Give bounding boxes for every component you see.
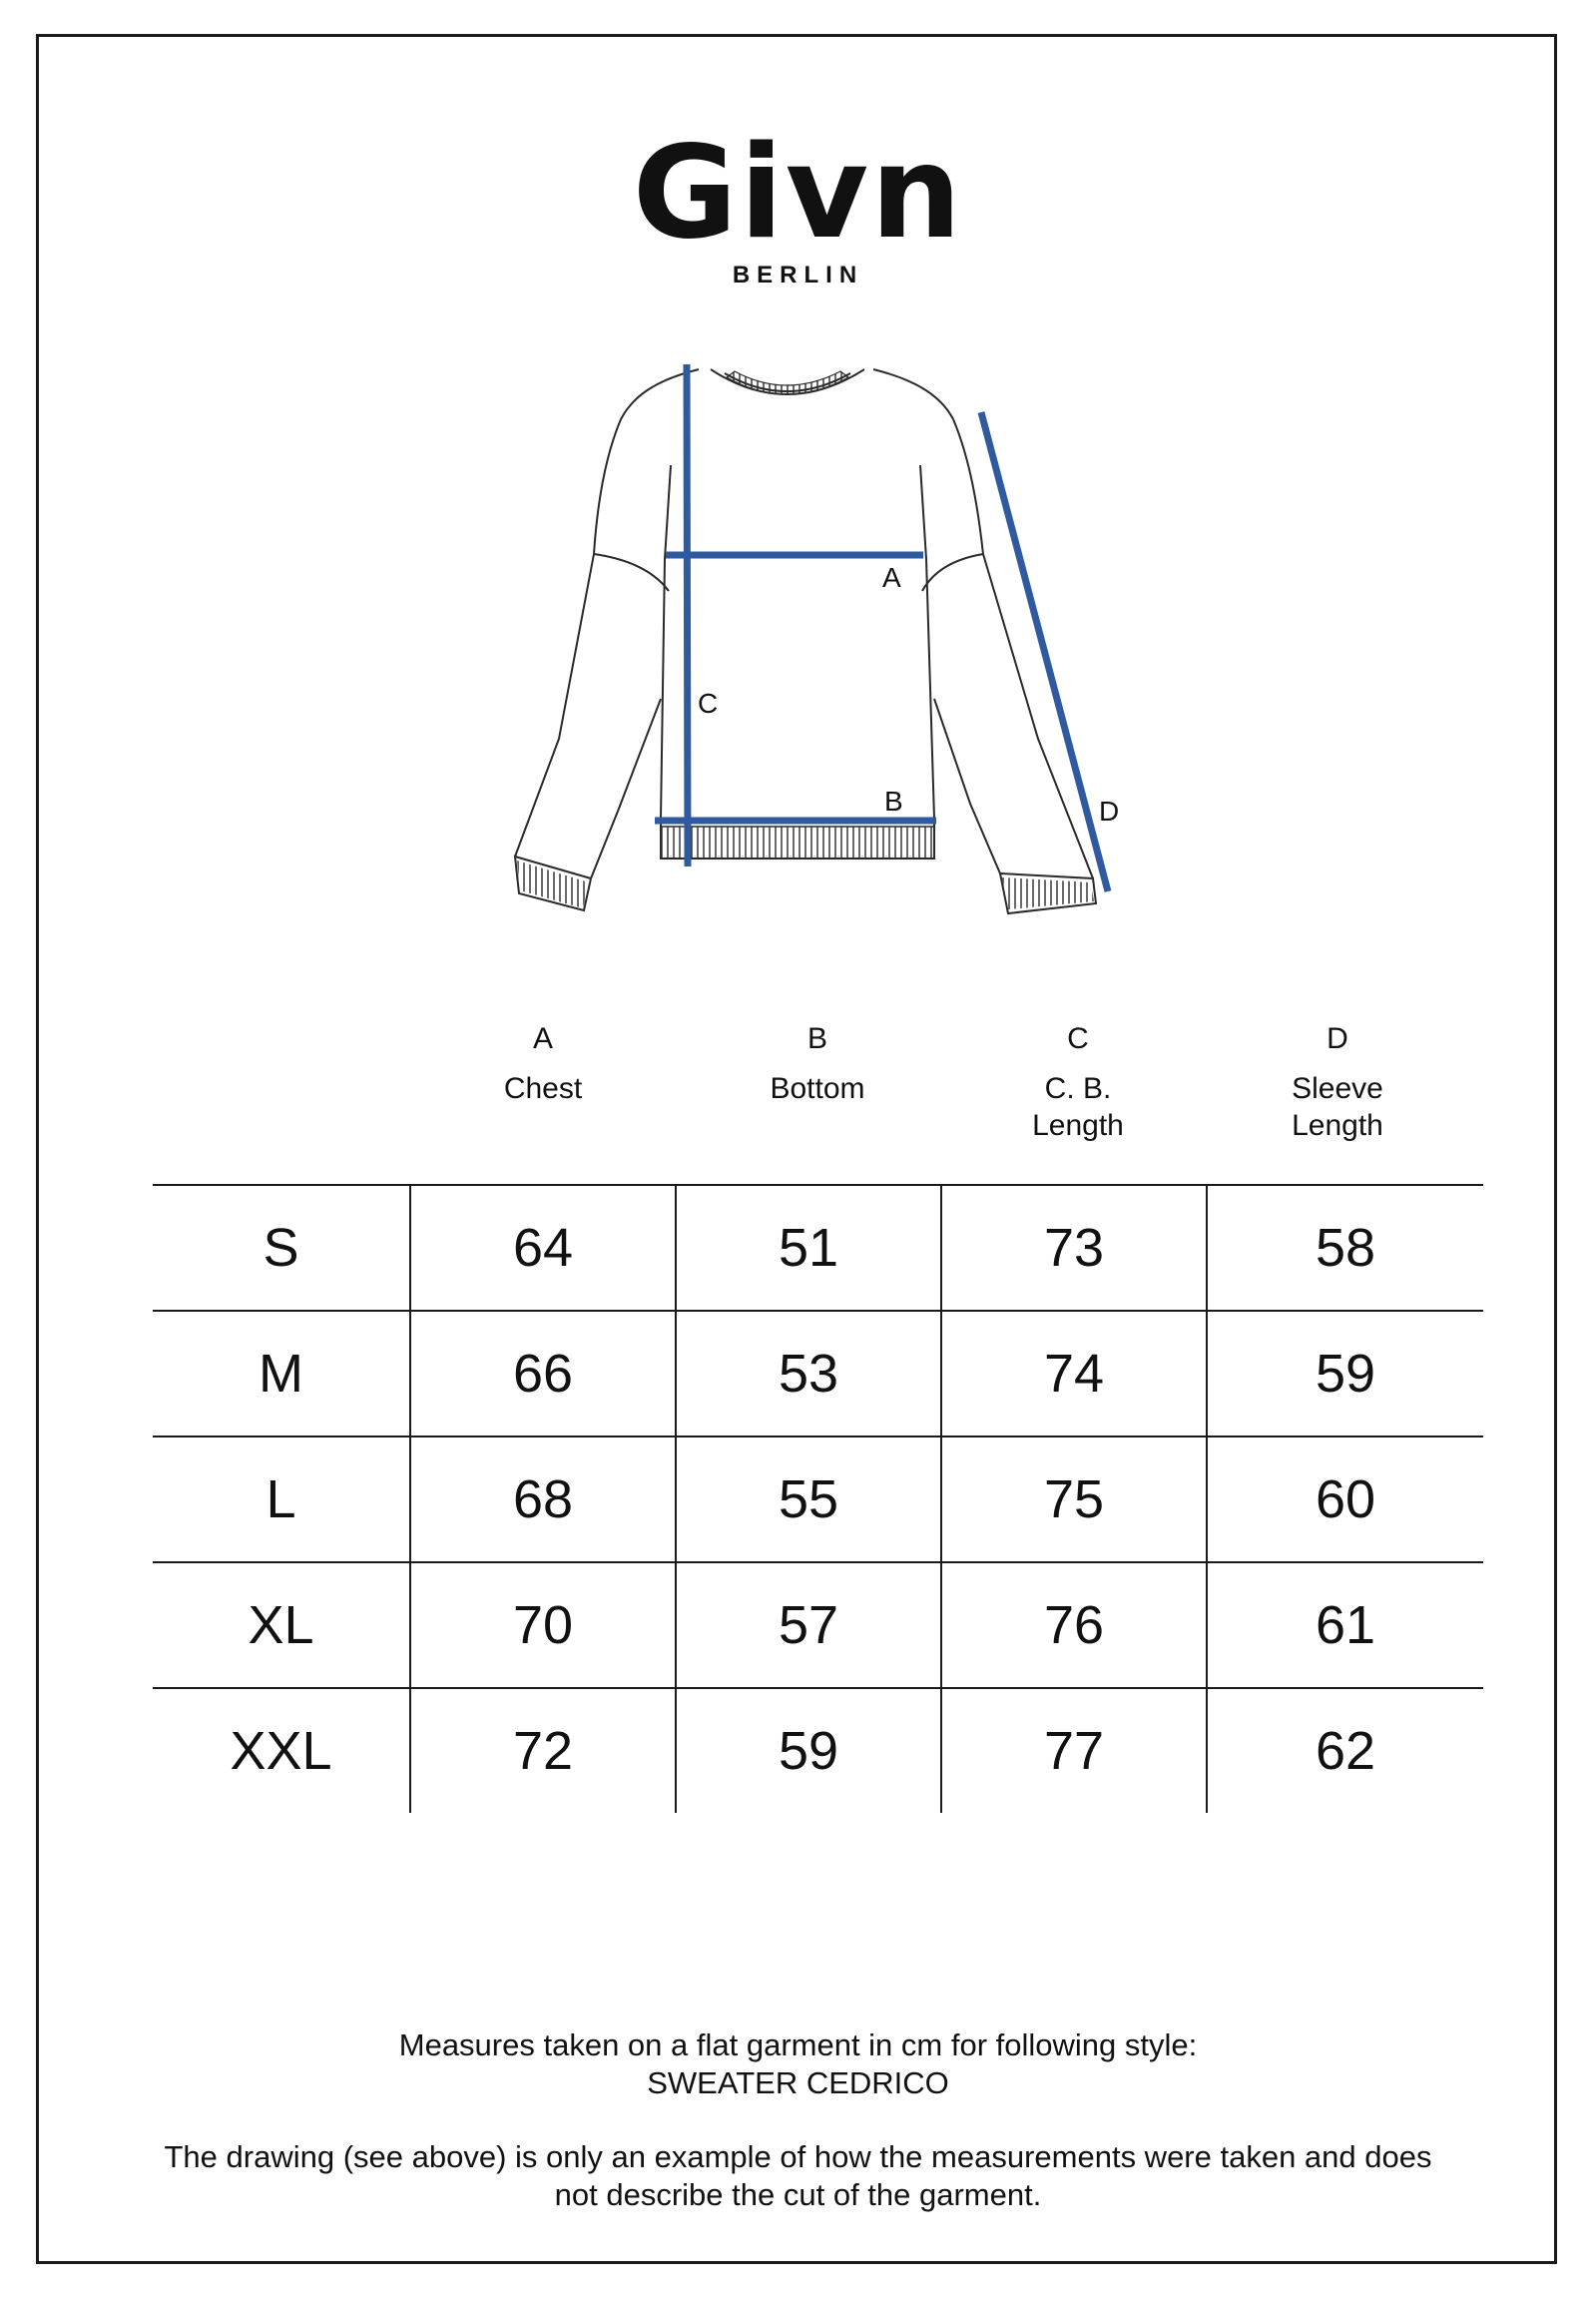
- col-letter-a: A: [532, 1022, 553, 1055]
- brand-city: BERLIN: [732, 262, 864, 288]
- size-label: M: [153, 1311, 410, 1437]
- value-cell: 51: [676, 1185, 941, 1311]
- table-row: [153, 1562, 1483, 1688]
- col-name-bottom: Bottom: [770, 1072, 865, 1105]
- footer-disclaimer-line1: The drawing (see above) is only an example of how the measurements were taken and does: [164, 2139, 1432, 2174]
- measure-line-c: [687, 364, 688, 866]
- brand-logo: Givn: [632, 119, 964, 268]
- table-row: [153, 1437, 1483, 1562]
- table-row: [153, 1311, 1483, 1437]
- col-letter-c: C: [1067, 1022, 1089, 1055]
- value-cell: 75: [941, 1437, 1207, 1562]
- col-letter-b: B: [806, 1022, 827, 1055]
- size-label: S: [153, 1185, 410, 1311]
- value-cell: 53: [676, 1311, 941, 1437]
- collar-ribbing: [727, 371, 848, 394]
- label-a: A: [882, 562, 901, 593]
- value-cell: 60: [1207, 1437, 1483, 1562]
- label-c: C: [698, 688, 719, 719]
- footer-style-name: SWEATER CEDRICO: [647, 2065, 949, 2100]
- value-cell: 62: [1207, 1688, 1483, 1813]
- value-cell: 76: [941, 1562, 1207, 1688]
- value-cell: 57: [676, 1562, 941, 1688]
- size-label: XL: [153, 1562, 410, 1688]
- size-label: XXL: [153, 1688, 410, 1813]
- col-letter-d: D: [1327, 1022, 1348, 1055]
- value-cell: 73: [941, 1185, 1207, 1311]
- value-cell: 72: [410, 1688, 676, 1813]
- label-b: B: [884, 786, 903, 817]
- value-cell: 58: [1207, 1185, 1483, 1311]
- value-cell: 70: [410, 1562, 676, 1688]
- measure-line-d: [981, 412, 1108, 891]
- size-label: L: [153, 1437, 410, 1562]
- value-cell: 66: [410, 1311, 676, 1437]
- footer-disclaimer-line2: not describe the cut of the garment.: [554, 2177, 1042, 2212]
- value-cell: 59: [1207, 1311, 1483, 1437]
- col-name-cb-length: C. B. Length: [1032, 1072, 1124, 1142]
- value-cell: 55: [676, 1437, 941, 1562]
- value-cell: 68: [410, 1437, 676, 1562]
- table-row: [153, 1688, 1483, 1813]
- footer-note-line1: Measures taken on a flat garment in cm for following style:: [398, 2027, 1198, 2062]
- value-cell: 77: [941, 1688, 1207, 1813]
- hem-ribbing: [661, 827, 934, 859]
- col-name-sleeve-length: Sleeve Length: [1292, 1072, 1383, 1142]
- value-cell: 74: [941, 1311, 1207, 1437]
- table-row: [153, 1185, 1483, 1311]
- label-d: D: [1099, 796, 1120, 827]
- value-cell: 64: [410, 1185, 676, 1311]
- value-cell: 59: [676, 1688, 941, 1813]
- value-cell: 61: [1207, 1562, 1483, 1688]
- col-name-chest: Chest: [503, 1072, 583, 1105]
- size-table: [153, 1184, 1483, 1813]
